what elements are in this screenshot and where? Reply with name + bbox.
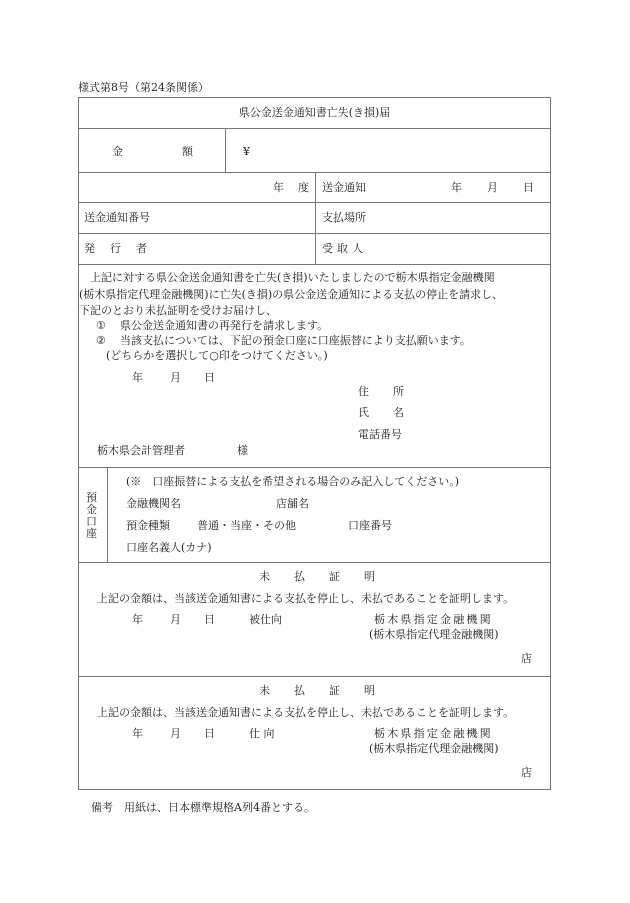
form-number: 様式第8号（第24条関係） [78, 81, 209, 94]
issuer-label: 行 [110, 242, 121, 255]
name-label: 名 [393, 406, 404, 419]
fiscal-year-label: 年 [273, 181, 284, 194]
divider [78, 264, 551, 265]
declaration-line: 上記に対する県公金送金通知書を亡失(き損)いたしましたので栃木県指定金融機関 [90, 271, 495, 284]
payment-place-label: 支払場所 [322, 211, 366, 224]
notice-number-label: 送金通知番号 [84, 211, 150, 224]
cert-heading: 明 [364, 570, 375, 583]
cert-year: 年 [132, 613, 143, 626]
cert-heading: 払 [294, 570, 305, 583]
cert-agent-bank: (栃木県指定代理金融機関) [369, 742, 499, 755]
institution-label: 金融機関名 [126, 497, 181, 510]
cert-heading: 証 [329, 684, 340, 697]
declaration-day: 日 [204, 371, 215, 384]
cert-heading: 未 [259, 570, 270, 583]
cert-heading: 証 [329, 570, 340, 583]
remittance-year: 年 [451, 181, 462, 194]
divider [78, 562, 551, 563]
cert-month: 月 [170, 613, 181, 626]
branch-label: 店舗名 [276, 497, 309, 510]
cert-heading: 未 [259, 684, 270, 697]
recipient-label: 取 [337, 242, 348, 255]
cert-day: 日 [204, 613, 215, 626]
account-holder-label: 口座名義人(カナ) [126, 541, 212, 554]
cert-heading: 明 [364, 684, 375, 697]
issuer-label: 者 [136, 242, 147, 255]
cert-month: 月 [170, 727, 181, 740]
account-number-label: 口座番号 [348, 519, 392, 532]
address-label: 所 [393, 385, 404, 398]
cert-text: 上記の金額は、当該送金通知書による支払を停止し、未払であることを証明します。 [97, 592, 515, 605]
declaration-line: (栃木県指定代理金融機関)に亡失(き損)の県公金送金通知による支払の停止を請求し、 [79, 288, 504, 301]
cert-text: 上記の金額は、当該送金通知書による支払を停止し、未払であることを証明します。 [97, 706, 515, 719]
option-text: 当該支払については、下記の預金口座に口座振替により支払願います。 [120, 334, 471, 347]
form-title: 県公金送金通知書亡失(き損)届 [238, 106, 391, 119]
cert-bank: 栃木県指定金融機関 [374, 727, 493, 740]
bank-side-label: 金 [86, 503, 97, 516]
account-type-label: 預金種類 [126, 519, 170, 532]
option-text: 県公金送金通知書の再発行を請求します。 [120, 319, 329, 332]
amount-field[interactable] [230, 132, 546, 168]
recipient-label: 受 [322, 242, 333, 255]
declaration-month: 月 [170, 371, 181, 384]
option-note: (どちらかを選択して○印をつけてください。) [106, 349, 328, 362]
remittance-month: 月 [487, 181, 498, 194]
honorific: 様 [237, 444, 248, 457]
remittance-notice-label: 送金通知 [322, 181, 366, 194]
remarks-label: 備考 [91, 801, 113, 814]
bank-note: (※ 口座振替による支払を希望される場合のみ記入してください。) [126, 475, 460, 488]
fiscal-year-label: 度 [298, 181, 309, 194]
phone-label: 電話番号 [358, 428, 402, 441]
divider [225, 128, 226, 172]
cert-direction: 被仕向 [249, 613, 282, 626]
cert-branch: 店 [521, 652, 532, 665]
amount-label: 額 [182, 145, 193, 158]
remarks-text: 用紙は、日本標準規格A列4番とする。 [124, 801, 315, 814]
bank-side-label: 預 [86, 491, 97, 504]
name-label: 氏 [358, 406, 369, 419]
addressee: 栃木県会計管理者 [97, 444, 185, 457]
divider [78, 467, 551, 468]
issuer-label: 発 [84, 242, 95, 255]
option-mark[interactable]: ② [96, 334, 106, 347]
divider [315, 172, 316, 264]
bank-side-label: 座 [86, 527, 97, 540]
declaration-year: 年 [132, 371, 143, 384]
cert-bank: 栃木県指定金融機関 [374, 613, 493, 626]
option-mark[interactable]: ① [96, 319, 106, 332]
address-label: 住 [358, 385, 369, 398]
declaration-line: 下記のとおり未払証明を受けお届けし、 [79, 304, 277, 317]
amount-label: 金 [112, 145, 123, 158]
cert-direction: 仕 向 [249, 727, 275, 740]
divider [78, 676, 551, 677]
recipient-label: 人 [352, 242, 363, 255]
cert-heading: 払 [294, 684, 305, 697]
fiscal-year-field[interactable] [84, 176, 269, 198]
remittance-day: 日 [523, 181, 534, 194]
cert-agent-bank: (栃木県指定代理金融機関) [369, 628, 499, 641]
cert-day: 日 [204, 727, 215, 740]
divider [78, 128, 551, 129]
currency-symbol: ¥ [243, 145, 250, 158]
cert-branch: 店 [521, 766, 532, 779]
divider [107, 467, 108, 562]
bank-side-label: 口 [86, 515, 97, 528]
account-type-options[interactable]: 普通・当座・その他 [197, 519, 296, 532]
cert-year: 年 [132, 727, 143, 740]
